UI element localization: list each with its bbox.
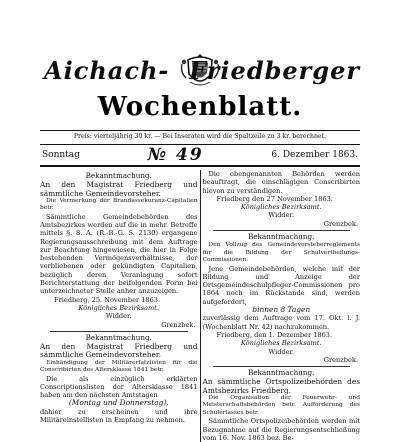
notice-date: Friedberg den 27 November 1863. [216, 194, 333, 203]
notice-heading: Bekanntmachung. [85, 171, 152, 180]
right-column [201, 170, 361, 442]
notice-address: An sämmtliche Ortspolizeibehörden des Amtsbezirks Friedberg. [202, 377, 360, 395]
notice-body: Sämmtliche Ortspolizeibehörden werden mit Bezugnahme auf die Regierungsentschließung vom 16. Nov. 1863 bez. Be- [202, 417, 360, 442]
notice-body: Sämmtliche Gemeindebehörden des Amtsbezirkes werden auf die in mehr. Betreffe mittels §. 8. A. (R.-B.-G. S. 2130) ergangene Regierungsausschreibung mit dem Auftrage zur Beachtung hingewiesen, die hier in Folge bestehenden Vermögensverhältnisse, der verbliebenen oder gekündigten Capitalien, bezüglich deren Veranlagung sofort Berichterstattung der beifolgenden Form bei unterzeichneter Stelle anher anzuzeigen. [40, 212, 198, 296]
notice-date: Friedberg, den 1. Dezember 1863. [216, 330, 333, 339]
notice-body: dahier zu erscheinen und ihre Militäreinstellisten in Empfang zu nehmen. [40, 407, 198, 425]
divider [213, 366, 351, 367]
issue-number: № 49 [147, 145, 204, 165]
masthead-right-word: Friedberger [189, 56, 360, 85]
notice-body: zuverlässig dem Auftrage vom 17. Okt. l. J. (Wochenblatt Nr. 42) nachzukommen. [202, 314, 360, 331]
notice-body: Jene Gemeindebehörden, welche mit der Bildung und Anzeige der Ortsgemeindeschulpfleger-Commissionen pro 1864 noch im Rückstande sind, werden aufgefordert, [202, 264, 360, 306]
notice-subject: Die Organisation der Feuerwehr- und Meisterschaftsbehörden betr. Aufforderung des Schulerlasses betr. [202, 395, 360, 416]
left-column [40, 170, 200, 442]
price-line: Preis: vierteljährig 30 kr. — Bei Inseraten wird die Spaltzeile zu 3 kr. berechnet. [40, 130, 360, 141]
notice-role: Grenzbek. [323, 219, 358, 228]
masthead [40, 52, 360, 128]
notice-office: Königliches Bezirksamt. [240, 203, 322, 212]
notice-date: Friedberg, 25. November 1863. [54, 295, 161, 304]
notice-role: Grenzbek. [323, 355, 358, 364]
masthead-left-word: Aichach- [44, 56, 170, 85]
date-bar [40, 144, 360, 167]
notice-subject: Die Vermerkung der Brandassekuranz-Capitalien betr. [40, 197, 198, 212]
notice-subject: Einhändigung der Militärerfatzlisten für die Conscribirten des Altersklasse 1841 betr. [40, 359, 198, 374]
notice-days: (Montag und Donnerstag), [68, 398, 169, 408]
notice-signature: Widder. [268, 211, 295, 220]
notice-subject: Den Vollzug des Gemeindevorsteherreglements für die Bildung der Schulvertheilungs-Commissionen. [202, 242, 360, 264]
notice-signature: Widder. [105, 312, 132, 321]
columns [40, 170, 360, 442]
notice-heading: Bekanntmachung. [248, 368, 315, 378]
notice-body: Die obengenannten Behörden werden beauftragt, die einschlägigen Conscribirten hievon zu verständigen. [202, 170, 360, 195]
notice-signature: Widder. [268, 347, 295, 356]
divider [213, 230, 351, 231]
masthead-title: Wochenblatt. [97, 92, 303, 122]
notice-heading: Bekanntmachung. [248, 232, 315, 242]
issue-day: Sonntag [42, 150, 80, 160]
notice-address: An den Magistrat Friedberg und sämmtliche Gemeindevorsteher. [40, 180, 198, 198]
notice-address: An den Magistrat Friedberg und sämmtliche Gemeindevorsteher. [40, 342, 198, 360]
notice-body: Die als einzüglich erklärten Conscriptionslisten der Altersklasse 1841 haben am den nächsten Amtstagen [40, 374, 198, 400]
divider [50, 331, 188, 332]
notice-office: Königliches Bezirksamt. [78, 303, 160, 312]
issue-date: 6. Dezember 1863. [271, 150, 358, 160]
notice-role: Grenzbek. [161, 320, 196, 329]
notice-deadline: binnen 8 Tagen [252, 305, 311, 315]
notice-office: Königliches Bezirksamt. [240, 339, 322, 348]
notice-heading: Bekanntmachung. [85, 332, 152, 342]
